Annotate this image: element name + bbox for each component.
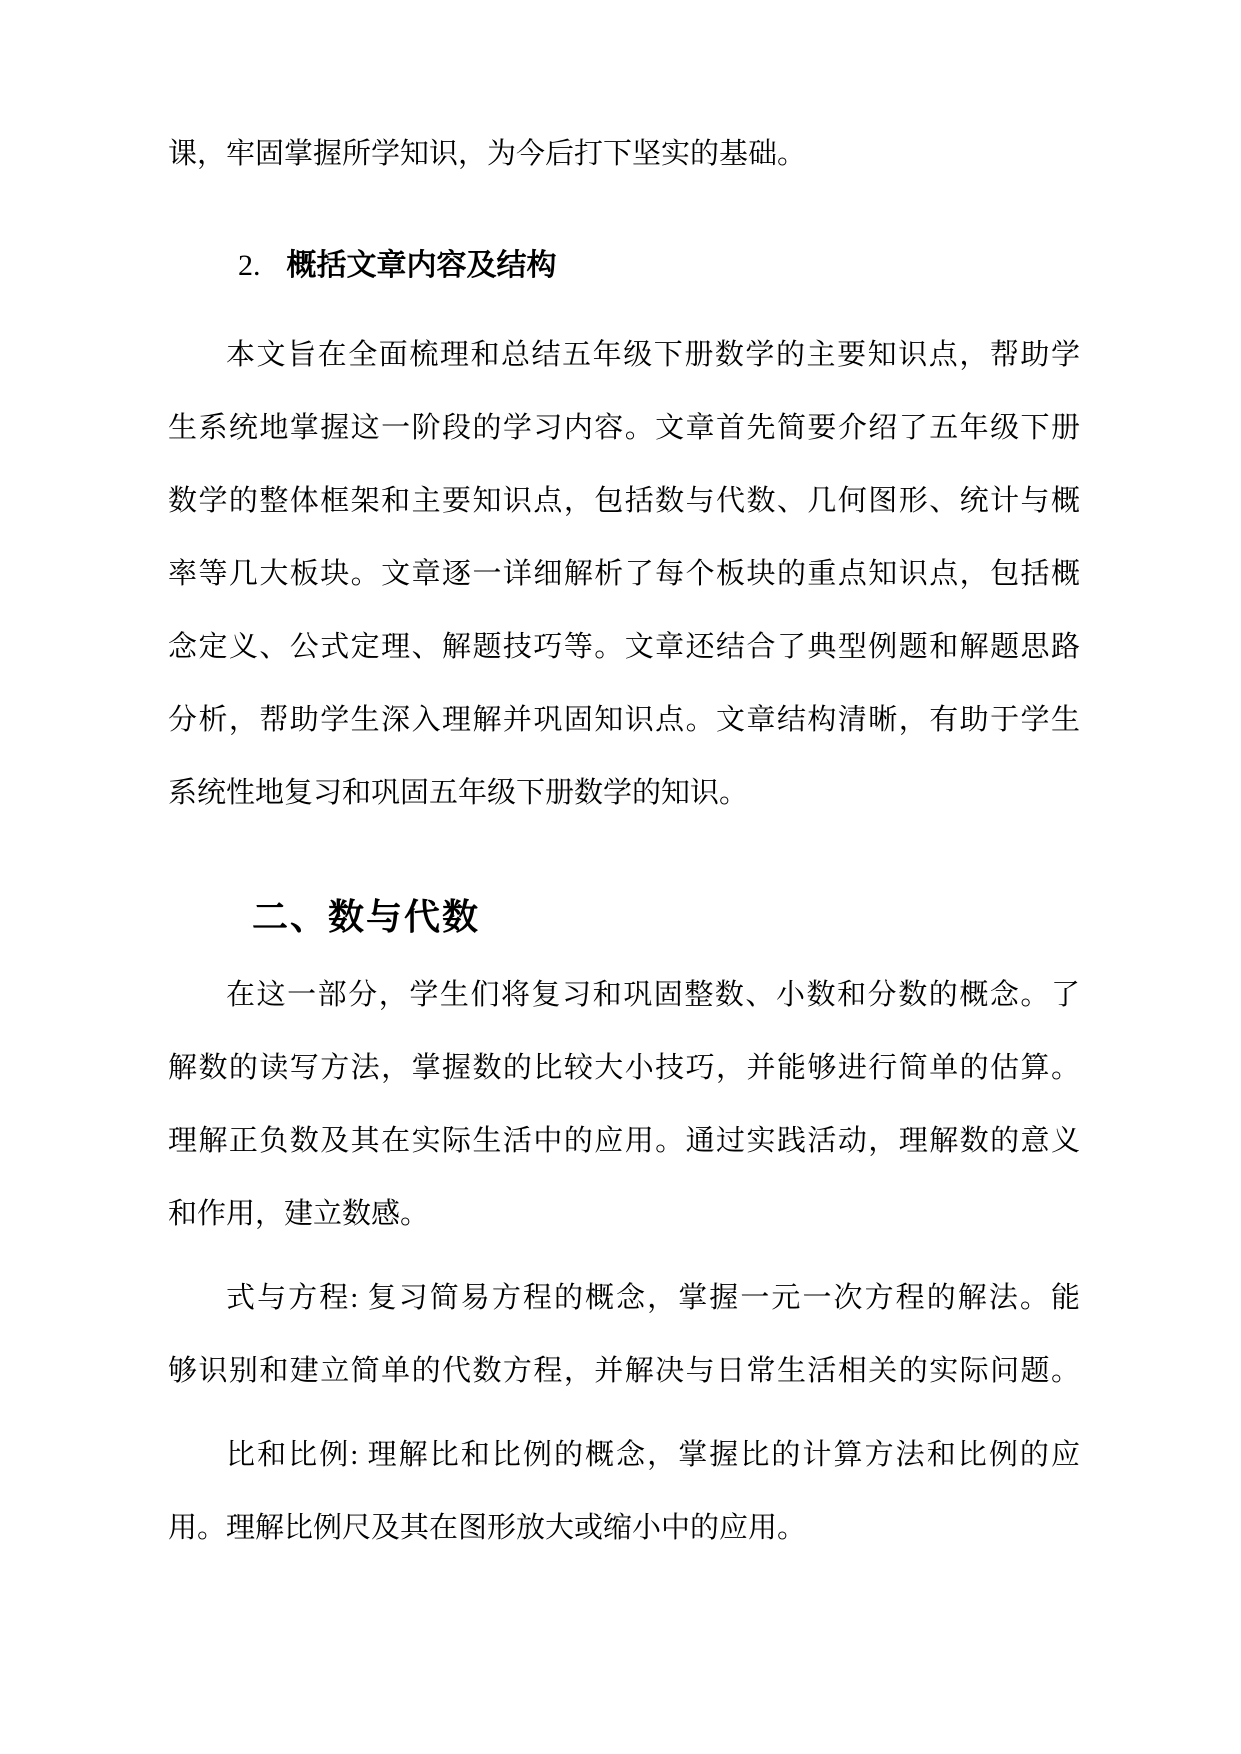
sub-heading xyxy=(168,229,1080,302)
continuation-paragraph-line: 课，牢固掌握所学知识，为今后打下坚实的基础。 xyxy=(168,138,807,170)
paragraph-expressions-equations xyxy=(168,1262,1080,1408)
paragraph-line: 解数的读写方法，掌握数的比较大小技巧，并能够进行简单的估算。 xyxy=(168,1052,1080,1084)
paragraph-line: 在这一部分，学生们将复习和巩固整数、小数和分数的概念。了 xyxy=(226,979,1080,1011)
paragraph-line: 系统性地复习和巩固五年级下册数学的知识。 xyxy=(168,777,749,809)
paragraph-line: 率等几大板块。文章逐一详细解析了每个板块的重点知识点，包括概 xyxy=(168,558,1080,590)
paragraph-line: 比和比例: 理解比和比例的概念，掌握比的计算方法和比例的应 xyxy=(226,1439,1080,1471)
paragraph-overview xyxy=(168,319,1080,830)
paragraph-line: 生系统地掌握这一阶段的学习内容。文章首先简要介绍了五年级下册 xyxy=(168,412,1080,444)
paragraph-number-concepts xyxy=(168,959,1080,1251)
paragraph-line: 和作用，建立数感。 xyxy=(168,1198,430,1230)
paragraph-line: 够识别和建立简单的代数方程，并解决与日常生活相关的实际问题。 xyxy=(168,1355,1080,1387)
paragraph-line: 念定义、公式定理、解题技巧等。文章还结合了典型例题和解题思路 xyxy=(168,631,1080,663)
sub-heading-number: 2. xyxy=(238,249,261,282)
paragraph-line: 理解正负数及其在实际生活中的应用。通过实践活动，理解数的意义 xyxy=(168,1125,1080,1157)
paragraph-ratio-proportion xyxy=(168,1419,1080,1565)
section-heading-numbers-and-algebra: 二、数与代数 xyxy=(252,896,481,937)
paragraph-line: 用。理解比例尺及其在图形放大或缩小中的应用。 xyxy=(168,1512,807,1544)
paragraph-line: 本文旨在全面梳理和总结五年级下册数学的主要知识点，帮助学 xyxy=(226,339,1080,371)
paragraph-line: 分析，帮助学生深入理解并巩固知识点。文章结构清晰，有助于学生 xyxy=(168,704,1080,736)
sub-heading-title: 概括文章内容及结构 xyxy=(286,249,557,282)
paragraph-line: 式与方程: 复习简易方程的概念，掌握一元一次方程的解法。能 xyxy=(226,1282,1080,1314)
paragraph-line: 数学的整体框架和主要知识点，包括数与代数、几何图形、统计与概 xyxy=(168,485,1080,517)
